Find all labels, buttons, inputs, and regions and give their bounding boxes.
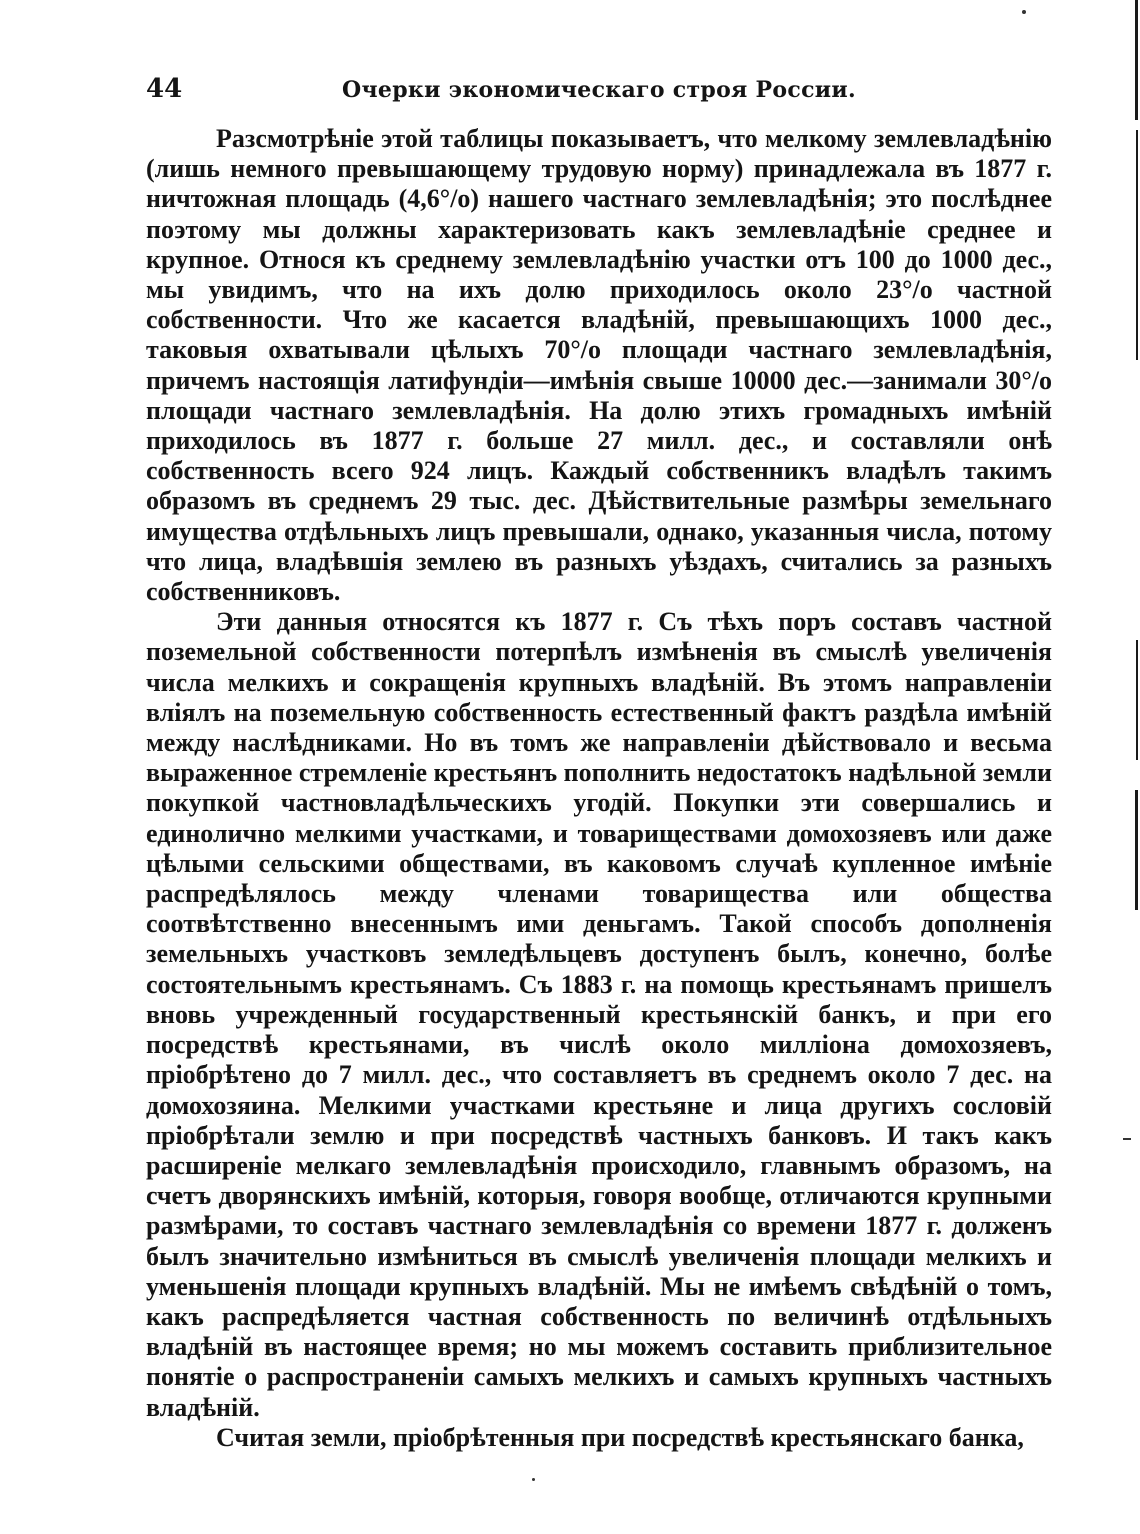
paragraph-1: Разсмотрѣніе этой таблицы показываетъ, что мелкому землевладѣнію (лишь немного превышающему трудовую норму) принадлежала въ 1877 г. ничтожная площадь (4,6°/о) нашего частнаго землевладѣнія; это послѣднее поэтому мы должны характеризовать какъ землевладѣніе среднее и крупное. Относя къ среднему землевладѣнію участки отъ 100 до 1000 дес., мы увидимъ, что на ихъ долю приходилось около 23°/о частной собственности. Что же касается владѣній, превышающихъ 1000 дес., таковыя охватывали цѣлыхъ 70°/о площади частнаго землевладѣнія, причемъ настоящія латифундіи—имѣнія свыше 10000 дес.—занимали 30°/о площади частнаго землевладѣнія. На долю этихъ громадныхъ имѣній приходилось въ 1877 г. больше 27 милл. дес., и составляли онѣ собственность всего 924 лицъ. Каждый собственникъ владѣлъ такимъ образомъ въ среднемъ 29 тыс. дес. Дѣйствительные размѣры земельнаго имущества отдѣльныхъ лицъ превышали, однако, указанныя числа, потому что лица, владѣвшія землею въ разныхъ уѣздахъ, считались за разныхъ собственниковъ. [146, 124, 1052, 607]
scan-edge-mark [1135, 790, 1138, 910]
running-title: Очерки экономическаго строя России. [342, 77, 856, 103]
body-text [146, 124, 1052, 1453]
page-header [146, 74, 1052, 108]
scan-speck [1123, 1138, 1131, 1140]
scan-edge-mark [1136, 130, 1138, 360]
scan-edge-mark [1135, 0, 1138, 120]
scan-speck [532, 1478, 535, 1481]
scan-speck [1022, 10, 1026, 14]
scan-edge-mark [1136, 640, 1138, 760]
paragraph-2: Эти данныя относятся къ 1877 г. Съ тѣхъ поръ составъ частной поземельной собственности потерпѣлъ измѣненія въ смыслѣ увеличенія числа мелкихъ и сокращенія крупныхъ владѣній. Въ этомъ направленіи вліялъ на поземельную собственность естественный фактъ раздѣла имѣній между наслѣдниками. Но въ томъ же направленіи дѣйствовало и весьма выраженное стремленіе крестьянъ пополнить недостатокъ надѣльной земли покупкой частновладѣльческихъ угодій. Покупки эти совершались и единолично мелкими участками, и товариществами домохозяевъ или даже цѣлыми сельскими обществами, въ каковомъ случаѣ купленное имѣніе распредѣлялось между членами товарищества или общества соотвѣтственно внесеннымъ ими деньгамъ. Такой способъ дополненія земельныхъ участковъ земледѣльцевъ доступенъ былъ, конечно, болѣе состоятельнымъ крестьянамъ. Съ 1883 г. на помощь крестьянамъ пришелъ вновь учрежденный государственный крестьянскій банкъ, и при его посредствѣ крестьянами, въ числѣ около милліона домохозяевъ, пріобрѣтено до 7 милл. дес., что составляетъ въ среднемъ около 7 дес. на домохозяина. Мелкими участками крестьяне и лица другихъ сословій пріобрѣтали землю и при посредствѣ частныхъ банковъ. И такъ какъ расширеніе мелкаго землевладѣнія происходило, главнымъ образомъ, на счетъ дворянскихъ имѣній, которыя, говоря вообще, отличаются крупными размѣрами, то составъ частнаго землевладѣнія со времени 1877 г. долженъ былъ значительно измѣниться въ смыслѣ увеличенія площади мелкихъ и уменьшенія площади крупныхъ владѣній. Мы не имѣемъ свѣдѣній о томъ, какъ распредѣляется частная собственность по величинѣ отдѣльныхъ владѣній въ настоящее время; но мы можемъ составить приблизительное понятіе о распространеніи самыхъ мелкихъ и самыхъ крупныхъ частныхъ владѣній. [146, 607, 1052, 1422]
page-number: 44 [146, 74, 183, 104]
paragraph-3: Считая земли, пріобрѣтенныя при посредствѣ крестьянскаго банка, [216, 1422, 1024, 1452]
